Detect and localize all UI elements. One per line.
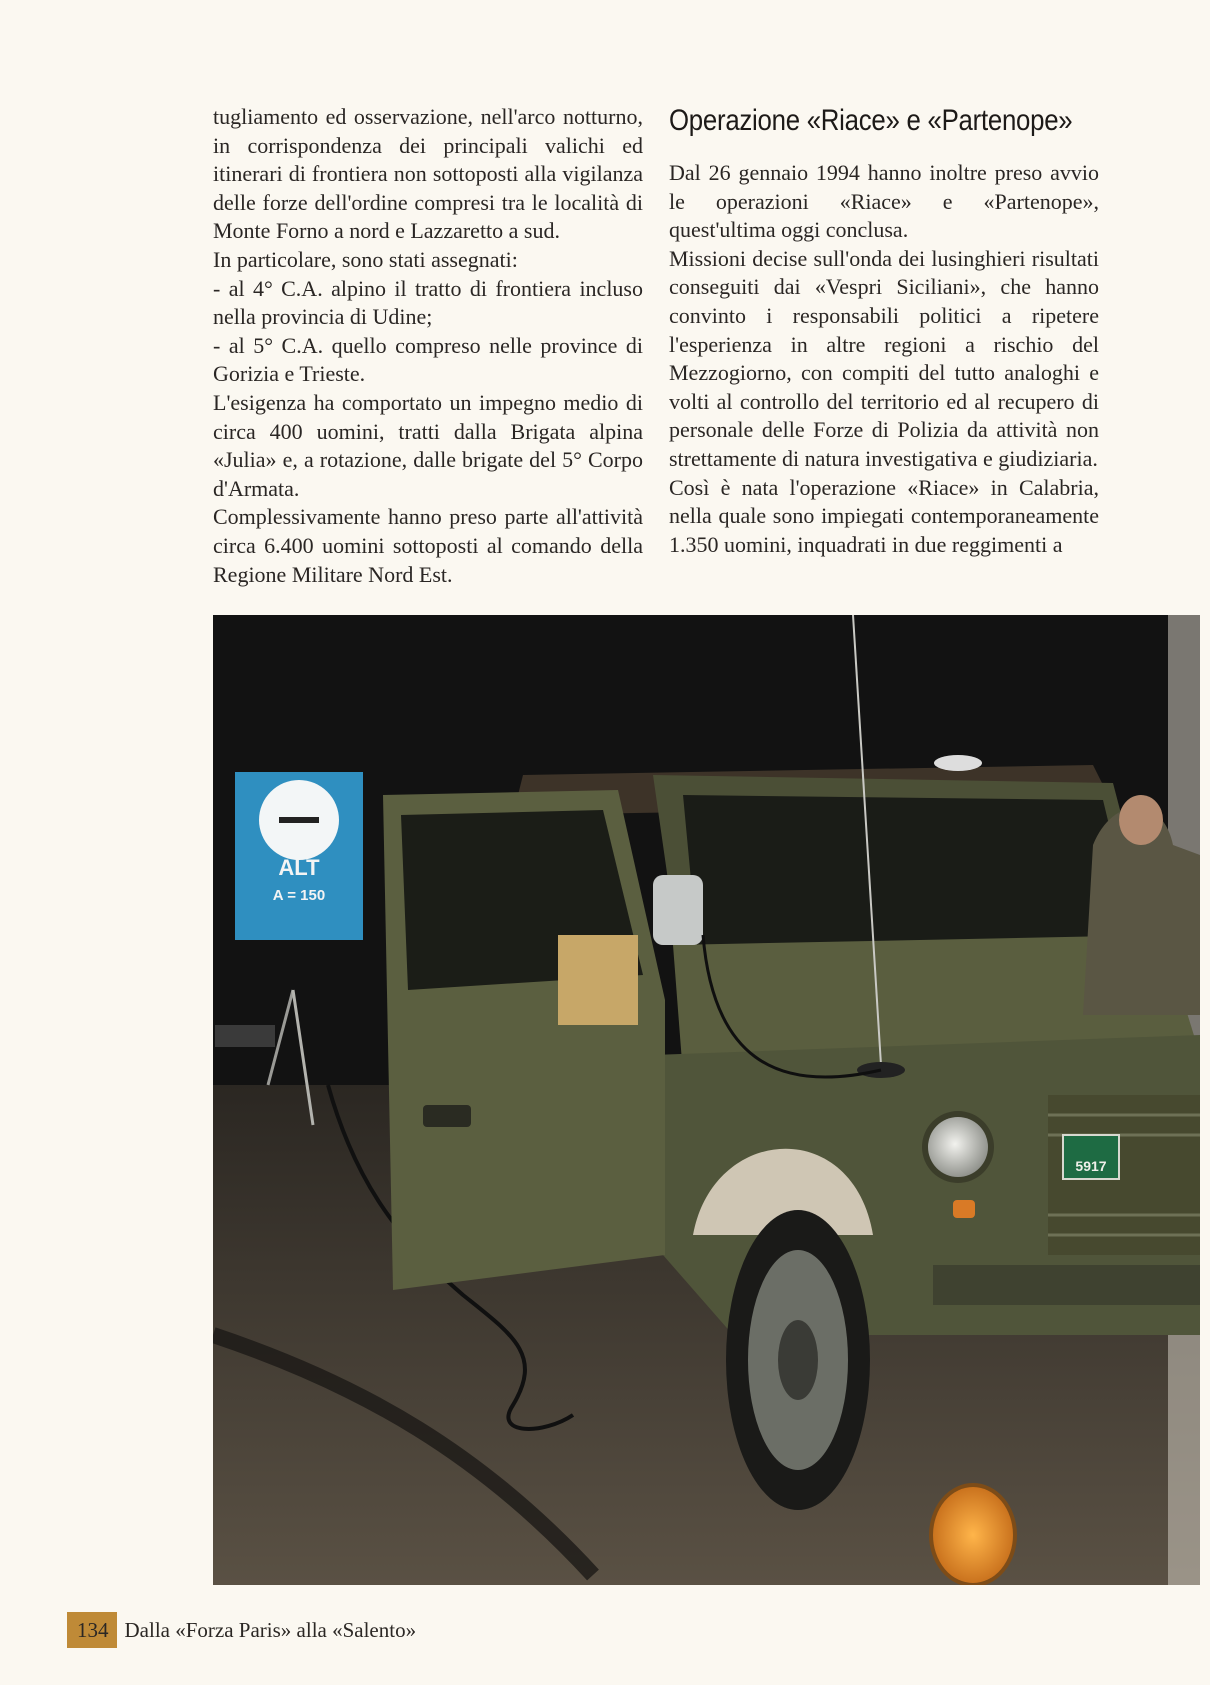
alt-road-sign xyxy=(235,772,363,940)
page-number: 134 xyxy=(67,1612,117,1648)
paragraph: L'esigenza ha comportato un impegno medio di circa 400 uomini, tratti dalla Brigata alpina «Julia» e, a rotazione, dalle brigate del 5° Corpo d'Armata. xyxy=(213,389,643,501)
paragraph: - al 5° C.A. quello compreso nelle province di Gorizia e Trieste. xyxy=(213,332,643,387)
sign-text: ALT xyxy=(278,855,320,880)
section-heading: Operazione «Riace» e «Partenope» xyxy=(669,104,1073,137)
plate-text: 5917 xyxy=(1075,1158,1107,1174)
paragraph: Così è nata l'operazione «Riace» in Calabria, nella quale sono impiegati contemporaneamente 1.350 uomini, inquadrati in due reggimenti a xyxy=(669,474,1099,557)
sign-subtext: A = 150 xyxy=(272,887,326,904)
left-text-column xyxy=(213,103,643,589)
paragraph: tugliamento ed osservazione, nell'arco notturno, in corrispondenza dei principali valichi ed itinerari di frontiera non sottoposti alla vigilanza delle forze dell'ordine compresi tra le località di Monte Forno a nord e Lazzaretto a sud. xyxy=(213,104,643,244)
warning-lamp xyxy=(931,1485,1015,1585)
right-text-column xyxy=(669,103,1099,559)
paragraph: Dal 26 gennaio 1994 hanno inoltre preso avvio le operazioni «Riace» e «Partenope», quest'ultima oggi conclusa. xyxy=(669,160,1099,243)
running-title: Dalla «Forza Paris» alla «Salento» xyxy=(124,1617,417,1642)
paragraph: Missioni decise sull'onda dei lusinghieri risultati conseguiti dai «Vespri Siciliani», che hanno convinto i responsabili politici a ripetere l'esperienza in altre regioni a rischio del Mezzogiorno, con compiti del tutto analoghi e volti al controllo del territorio ed al recupero di personale delle Forze di Polizia da attività non strettamente di natura investigativa e giudiziaria. xyxy=(669,245,1099,471)
paragraph: - al 4° C.A. alpino il tratto di frontiera incluso nella provincia di Udine; xyxy=(213,275,643,330)
paragraph: Complessivamente hanno preso parte all'attività circa 6.400 uomini sottoposti al comando della Regione Militare Nord Est. xyxy=(213,504,643,587)
paragraph: In particolare, sono stati assegnati: xyxy=(213,246,518,272)
military-vehicle-photo xyxy=(213,615,1200,1585)
page-footer xyxy=(67,1612,416,1648)
